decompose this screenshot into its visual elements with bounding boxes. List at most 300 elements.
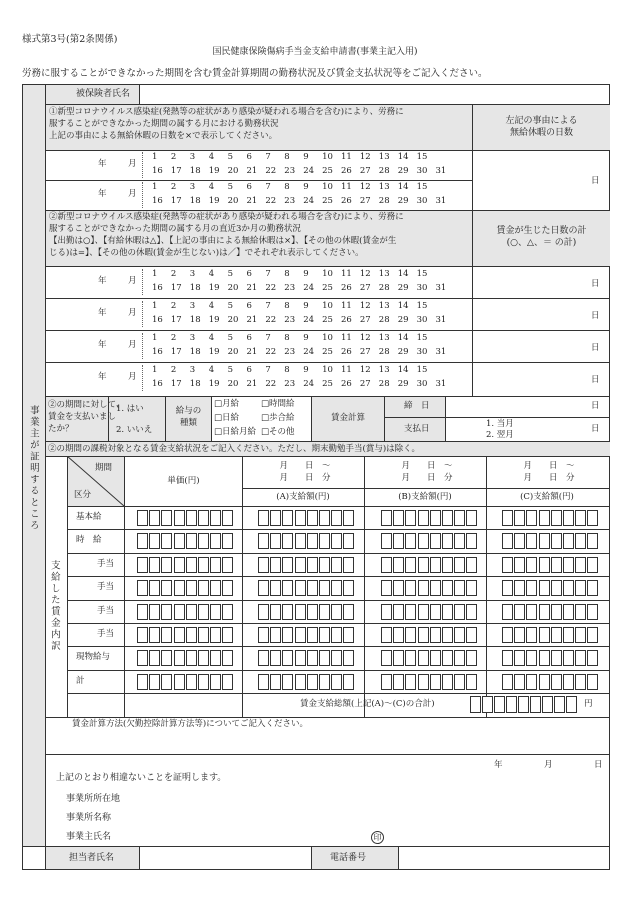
digit-box[interactable] <box>186 604 197 620</box>
digit-box[interactable] <box>161 627 172 643</box>
digit-box[interactable] <box>526 674 537 690</box>
s1-row2-day[interactable]: 15 <box>416 182 428 192</box>
s1-row2-day[interactable]: 7 <box>265 182 271 192</box>
address-field[interactable] <box>140 790 440 806</box>
wage-type-other[interactable]: □その他 <box>261 427 295 437</box>
digit-box[interactable] <box>539 604 550 620</box>
digit-box[interactable] <box>526 580 537 596</box>
phone-field[interactable] <box>400 848 606 868</box>
s1-row1-day[interactable]: 15 <box>416 152 428 162</box>
digit-box[interactable] <box>282 627 293 643</box>
digit-box[interactable] <box>343 533 354 549</box>
digit-box[interactable] <box>198 580 209 596</box>
digit-box[interactable] <box>137 627 148 643</box>
digit-box[interactable] <box>343 580 354 596</box>
digit-box[interactable] <box>210 604 221 620</box>
total-digit-box[interactable] <box>494 696 505 713</box>
total-digit-box[interactable] <box>518 696 529 713</box>
digit-box[interactable] <box>514 580 525 596</box>
digit-box[interactable] <box>381 557 392 573</box>
s2-row1-day[interactable]: 13 <box>378 269 390 279</box>
digit-box[interactable] <box>149 510 160 526</box>
s2-row3-day[interactable]: 30 <box>416 347 428 357</box>
digit-box[interactable] <box>186 533 197 549</box>
digit-box[interactable] <box>575 580 586 596</box>
s2-row1-day[interactable]: 5 <box>227 269 234 279</box>
payday-next-month[interactable]: 2. 翌月 <box>486 430 514 440</box>
wage-type-daily[interactable]: □日給 <box>214 413 240 423</box>
wage-type-monthly[interactable]: □月給 <box>214 399 240 409</box>
digit-box[interactable] <box>466 627 477 643</box>
digit-box[interactable] <box>222 557 233 573</box>
digit-box[interactable] <box>381 650 392 666</box>
digit-box[interactable] <box>405 604 416 620</box>
s2-row1-day[interactable]: 19 <box>208 283 220 293</box>
digit-box[interactable] <box>563 604 574 620</box>
digit-box[interactable] <box>539 674 550 690</box>
s2-row2-day[interactable]: 28 <box>378 315 390 325</box>
digit-box[interactable] <box>466 604 477 620</box>
s2-row1-day[interactable]: 27 <box>359 283 371 293</box>
s1-row1-day[interactable]: 11 <box>341 152 352 162</box>
digit-box[interactable] <box>563 580 574 596</box>
digit-box[interactable] <box>526 604 537 620</box>
s2-row2-day[interactable]: 27 <box>359 315 371 325</box>
digit-box[interactable] <box>563 674 574 690</box>
s1-row1-day[interactable]: 2 <box>170 152 177 162</box>
s1-row2-day[interactable]: 8 <box>284 182 290 192</box>
s2-row2-day[interactable]: 12 <box>359 301 371 311</box>
digit-box[interactable] <box>551 627 562 643</box>
digit-box[interactable] <box>466 510 477 526</box>
digit-box[interactable] <box>514 674 525 690</box>
digit-box[interactable] <box>502 580 513 596</box>
s2-row3-day[interactable]: 23 <box>284 347 296 357</box>
s2-row3-day[interactable]: 16 <box>152 347 163 357</box>
total-digit-box[interactable] <box>482 696 493 713</box>
digit-box[interactable] <box>454 510 465 526</box>
digit-box[interactable] <box>575 533 586 549</box>
digit-box[interactable] <box>161 674 172 690</box>
digit-box[interactable] <box>587 674 598 690</box>
digit-box[interactable] <box>430 533 441 549</box>
digit-box[interactable] <box>454 580 465 596</box>
s2-row2-day[interactable]: 13 <box>378 301 390 311</box>
digit-box[interactable] <box>405 650 416 666</box>
digit-box[interactable] <box>514 650 525 666</box>
digit-box[interactable] <box>343 650 354 666</box>
digit-box[interactable] <box>442 627 453 643</box>
digit-box[interactable] <box>454 674 465 690</box>
s2-row2-day[interactable]: 10 <box>322 301 333 311</box>
digit-box[interactable] <box>405 510 416 526</box>
s1-row1-day[interactable]: 17 <box>170 166 182 176</box>
digit-box[interactable] <box>575 604 586 620</box>
s2-row4-day[interactable]: 12 <box>359 365 371 375</box>
digit-box[interactable] <box>381 674 392 690</box>
digit-box[interactable] <box>563 557 574 573</box>
s2-row4-day[interactable]: 27 <box>359 379 371 389</box>
digit-box[interactable] <box>307 604 318 620</box>
digit-box[interactable] <box>418 604 429 620</box>
s2-row3-day[interactable]: 14 <box>397 333 409 343</box>
digit-box[interactable] <box>393 557 404 573</box>
s2-row3-day[interactable]: 15 <box>416 333 428 343</box>
s2-row2-day[interactable]: 16 <box>152 315 163 325</box>
s2-row2-day[interactable]: 18 <box>189 315 201 325</box>
digit-box[interactable] <box>381 627 392 643</box>
digit-box[interactable] <box>282 650 293 666</box>
digit-box[interactable] <box>526 533 537 549</box>
digit-box[interactable] <box>198 604 209 620</box>
s2-row1-day[interactable]: 2 <box>170 269 177 279</box>
digit-box[interactable] <box>454 557 465 573</box>
digit-box[interactable] <box>161 557 172 573</box>
payment-yes-option[interactable]: 1. はい <box>116 404 144 414</box>
s2-row1-day[interactable]: 11 <box>341 269 352 279</box>
digit-box[interactable] <box>430 674 441 690</box>
digit-box[interactable] <box>258 557 269 573</box>
s2-row4-day[interactable]: 3 <box>189 365 196 375</box>
s2-row2-day[interactable]: 4 <box>208 301 215 311</box>
s2-row2-day[interactable]: 5 <box>227 301 234 311</box>
digit-box[interactable] <box>295 650 306 666</box>
digit-box[interactable] <box>174 533 185 549</box>
digit-box[interactable] <box>551 533 562 549</box>
digit-box[interactable] <box>295 674 306 690</box>
digit-box[interactable] <box>222 533 233 549</box>
digit-box[interactable] <box>210 557 221 573</box>
digit-box[interactable] <box>442 533 453 549</box>
s2-row1-day[interactable]: 6 <box>246 269 252 279</box>
s2-row1-day[interactable]: 8 <box>284 269 290 279</box>
digit-box[interactable] <box>343 604 354 620</box>
digit-box[interactable] <box>198 650 209 666</box>
digit-box[interactable] <box>430 557 441 573</box>
digit-box[interactable] <box>161 533 172 549</box>
digit-box[interactable] <box>343 557 354 573</box>
s1-row1-day[interactable]: 26 <box>341 166 352 176</box>
s2-row4-day[interactable]: 17 <box>170 379 182 389</box>
s2-row2-day[interactable]: 15 <box>416 301 428 311</box>
insured-name-field[interactable] <box>141 86 607 102</box>
total-digit-box[interactable] <box>470 696 481 713</box>
digit-box[interactable] <box>418 674 429 690</box>
digit-box[interactable] <box>210 627 221 643</box>
digit-box[interactable] <box>198 627 209 643</box>
digit-box[interactable] <box>258 533 269 549</box>
s1-row2-day[interactable]: 16 <box>152 196 163 206</box>
s1-row2-day[interactable]: 22 <box>265 196 277 206</box>
s2-row2-day[interactable]: 24 <box>303 315 315 325</box>
digit-box[interactable] <box>430 580 441 596</box>
digit-box[interactable] <box>319 533 330 549</box>
digit-box[interactable] <box>442 604 453 620</box>
s1-row2-day[interactable]: 28 <box>378 196 390 206</box>
s2-row4-day[interactable]: 19 <box>208 379 220 389</box>
s1-row1-day[interactable]: 4 <box>208 152 215 162</box>
s2-row2-day[interactable]: 17 <box>170 315 182 325</box>
wage-type-hourly[interactable]: □時間給 <box>261 399 295 409</box>
digit-box[interactable] <box>539 557 550 573</box>
digit-box[interactable] <box>393 580 404 596</box>
s1-row1-day[interactable]: 6 <box>246 152 252 162</box>
s2-row2-day[interactable]: 6 <box>246 301 252 311</box>
s2-row3-day[interactable]: 17 <box>170 347 182 357</box>
s1-row2-day[interactable]: 6 <box>246 182 252 192</box>
total-digit-box[interactable] <box>566 696 577 713</box>
digit-box[interactable] <box>282 533 293 549</box>
s2-row2-day[interactable]: 26 <box>341 315 352 325</box>
s2-row4-day[interactable]: 28 <box>378 379 390 389</box>
s2-row4-day[interactable]: 22 <box>265 379 277 389</box>
s2-row3-day[interactable]: 3 <box>189 333 196 343</box>
digit-box[interactable] <box>587 580 598 596</box>
digit-box[interactable] <box>222 510 233 526</box>
digit-box[interactable] <box>307 533 318 549</box>
digit-box[interactable] <box>575 650 586 666</box>
s2-row3-day[interactable]: 21 <box>246 347 258 357</box>
digit-box[interactable] <box>405 627 416 643</box>
digit-box[interactable] <box>319 510 330 526</box>
s2-row2-day[interactable]: 30 <box>416 315 428 325</box>
s1-row2-day[interactable]: 1 <box>152 182 158 192</box>
digit-box[interactable] <box>174 674 185 690</box>
digit-box[interactable] <box>418 557 429 573</box>
digit-box[interactable] <box>307 627 318 643</box>
digit-box[interactable] <box>161 580 172 596</box>
digit-box[interactable] <box>343 510 354 526</box>
digit-box[interactable] <box>381 510 392 526</box>
s2-row1-day[interactable]: 18 <box>189 283 201 293</box>
digit-box[interactable] <box>319 604 330 620</box>
digit-box[interactable] <box>539 627 550 643</box>
payment-no-option[interactable]: 2. いいえ <box>116 425 153 435</box>
digit-box[interactable] <box>137 674 148 690</box>
digit-box[interactable] <box>575 627 586 643</box>
digit-box[interactable] <box>442 510 453 526</box>
digit-box[interactable] <box>186 580 197 596</box>
digit-box[interactable] <box>575 557 586 573</box>
s2-row1-day[interactable]: 12 <box>359 269 371 279</box>
s1-row1-day[interactable]: 20 <box>227 166 239 176</box>
digit-box[interactable] <box>174 627 185 643</box>
digit-box[interactable] <box>575 674 586 690</box>
digit-box[interactable] <box>258 650 269 666</box>
s2-row4-day[interactable]: 15 <box>416 365 428 375</box>
s2-row4-day[interactable]: 20 <box>227 379 239 389</box>
s1-row2-day[interactable]: 14 <box>397 182 409 192</box>
digit-box[interactable] <box>319 580 330 596</box>
digit-box[interactable] <box>174 580 185 596</box>
s2-row4-day[interactable]: 31 <box>435 379 447 389</box>
s1-row1-day[interactable]: 30 <box>416 166 428 176</box>
digit-box[interactable] <box>587 627 598 643</box>
digit-box[interactable] <box>454 650 465 666</box>
office-name-field[interactable] <box>140 809 440 825</box>
s2-row1-day[interactable]: 22 <box>265 283 277 293</box>
digit-box[interactable] <box>295 533 306 549</box>
digit-box[interactable] <box>331 510 342 526</box>
section1-unpaid-days-field[interactable] <box>476 152 586 208</box>
digit-box[interactable] <box>331 533 342 549</box>
s2-row1-day[interactable]: 20 <box>227 283 239 293</box>
s2-row1-day[interactable]: 15 <box>416 269 428 279</box>
digit-box[interactable] <box>418 650 429 666</box>
digit-box[interactable] <box>466 533 477 549</box>
s1-row2-day[interactable]: 3 <box>189 182 196 192</box>
digit-box[interactable] <box>295 580 306 596</box>
digit-box[interactable] <box>137 604 148 620</box>
s2-row2-day[interactable]: 23 <box>284 315 296 325</box>
digit-box[interactable] <box>430 650 441 666</box>
s2-row1-day[interactable]: 7 <box>265 269 271 279</box>
s2-row4-day[interactable]: 26 <box>341 379 352 389</box>
s1-row1-day[interactable]: 12 <box>359 152 371 162</box>
total-digit-box[interactable] <box>530 696 541 713</box>
digit-box[interactable] <box>210 510 221 526</box>
digit-box[interactable] <box>186 650 197 666</box>
digit-box[interactable] <box>307 557 318 573</box>
digit-box[interactable] <box>393 650 404 666</box>
digit-box[interactable] <box>331 604 342 620</box>
s2-row4-day[interactable]: 11 <box>341 365 352 375</box>
s2-row3-day[interactable]: 22 <box>265 347 277 357</box>
s2-row3-day[interactable]: 27 <box>359 347 371 357</box>
s1-row2-day[interactable]: 10 <box>322 182 333 192</box>
digit-box[interactable] <box>502 533 513 549</box>
s2-row4-day[interactable]: 10 <box>322 365 333 375</box>
s2-row3-day[interactable]: 9 <box>303 333 309 343</box>
digit-box[interactable] <box>430 510 441 526</box>
digit-box[interactable] <box>393 627 404 643</box>
s1-row2-day[interactable]: 20 <box>227 196 239 206</box>
wage-type-daily-monthly[interactable]: □日給月給 <box>214 427 257 437</box>
digit-box[interactable] <box>551 650 562 666</box>
s2-row1-day[interactable]: 23 <box>284 283 296 293</box>
digit-box[interactable] <box>174 510 185 526</box>
digit-box[interactable] <box>149 557 160 573</box>
s1-row1-day[interactable]: 27 <box>359 166 371 176</box>
wage-type-commission[interactable]: □歩合給 <box>261 413 295 423</box>
digit-box[interactable] <box>405 580 416 596</box>
s2-row1-day[interactable]: 30 <box>416 283 428 293</box>
s2-row1-day[interactable]: 24 <box>303 283 315 293</box>
digit-box[interactable] <box>210 674 221 690</box>
digit-box[interactable] <box>563 510 574 526</box>
digit-box[interactable] <box>454 604 465 620</box>
digit-box[interactable] <box>418 627 429 643</box>
digit-box[interactable] <box>551 580 562 596</box>
digit-box[interactable] <box>319 557 330 573</box>
s2-row2-day[interactable]: 9 <box>303 301 309 311</box>
digit-box[interactable] <box>514 604 525 620</box>
total-digit-box[interactable] <box>554 696 565 713</box>
s2-row3-day[interactable]: 8 <box>284 333 290 343</box>
s2-row4-day[interactable]: 6 <box>246 365 252 375</box>
s1-row1-day[interactable]: 10 <box>322 152 333 162</box>
digit-box[interactable] <box>149 580 160 596</box>
s2-row3-day[interactable]: 20 <box>227 347 239 357</box>
s1-row1-day[interactable]: 9 <box>303 152 309 162</box>
s1-row2-day[interactable]: 17 <box>170 196 182 206</box>
s1-row1-day[interactable]: 23 <box>284 166 296 176</box>
s1-row1-day[interactable]: 1 <box>152 152 158 162</box>
s1-row1-day[interactable]: 7 <box>265 152 271 162</box>
s1-row2-day[interactable]: 31 <box>435 196 447 206</box>
s2-row2-day[interactable]: 25 <box>322 315 333 325</box>
digit-box[interactable] <box>587 604 598 620</box>
s2-row2-day[interactable]: 14 <box>397 301 409 311</box>
digit-box[interactable] <box>137 650 148 666</box>
owner-name-field[interactable] <box>140 828 360 844</box>
digit-box[interactable] <box>502 510 513 526</box>
s1-row1-day[interactable]: 8 <box>284 152 290 162</box>
s2-row3-day[interactable]: 2 <box>170 333 177 343</box>
s1-row2-day[interactable]: 19 <box>208 196 220 206</box>
s2-row4-day[interactable]: 13 <box>378 365 390 375</box>
s2-row2-day[interactable]: 21 <box>246 315 258 325</box>
digit-box[interactable] <box>514 557 525 573</box>
digit-box[interactable] <box>149 674 160 690</box>
s1-row2-day[interactable]: 9 <box>303 182 309 192</box>
digit-box[interactable] <box>270 674 281 690</box>
s1-row2-day[interactable]: 24 <box>303 196 315 206</box>
s2-row3-day[interactable]: 31 <box>435 347 447 357</box>
digit-box[interactable] <box>174 557 185 573</box>
digit-box[interactable] <box>381 533 392 549</box>
digit-box[interactable] <box>295 510 306 526</box>
digit-box[interactable] <box>319 674 330 690</box>
s2-row2-day[interactable]: 2 <box>170 301 177 311</box>
digit-box[interactable] <box>539 533 550 549</box>
digit-box[interactable] <box>551 674 562 690</box>
s1-row2-day[interactable]: 4 <box>208 182 215 192</box>
digit-box[interactable] <box>258 674 269 690</box>
digit-box[interactable] <box>258 510 269 526</box>
digit-box[interactable] <box>174 650 185 666</box>
digit-box[interactable] <box>466 674 477 690</box>
s2-row3-day[interactable]: 13 <box>378 333 390 343</box>
digit-box[interactable] <box>418 580 429 596</box>
digit-box[interactable] <box>258 627 269 643</box>
digit-box[interactable] <box>343 674 354 690</box>
digit-box[interactable] <box>418 510 429 526</box>
digit-box[interactable] <box>393 510 404 526</box>
s2-row2-day[interactable]: 22 <box>265 315 277 325</box>
digit-box[interactable] <box>381 580 392 596</box>
s2-row2-day[interactable]: 3 <box>189 301 196 311</box>
s2-row4-day[interactable]: 5 <box>227 365 234 375</box>
s1-row1-day[interactable]: 22 <box>265 166 277 176</box>
s1-row1-day[interactable]: 16 <box>152 166 163 176</box>
digit-box[interactable] <box>174 604 185 620</box>
digit-box[interactable] <box>270 510 281 526</box>
digit-box[interactable] <box>331 557 342 573</box>
calc-method-field[interactable] <box>72 732 602 752</box>
digit-box[interactable] <box>551 510 562 526</box>
digit-box[interactable] <box>502 674 513 690</box>
total-digit-box[interactable] <box>542 696 553 713</box>
s2-row1-day[interactable]: 31 <box>435 283 447 293</box>
digit-box[interactable] <box>418 533 429 549</box>
digit-box[interactable] <box>502 650 513 666</box>
s1-row2-day[interactable]: 11 <box>341 182 352 192</box>
digit-box[interactable] <box>551 604 562 620</box>
s2-row3-day[interactable]: 29 <box>397 347 409 357</box>
digit-box[interactable] <box>331 674 342 690</box>
s2-row1-day[interactable]: 3 <box>189 269 196 279</box>
